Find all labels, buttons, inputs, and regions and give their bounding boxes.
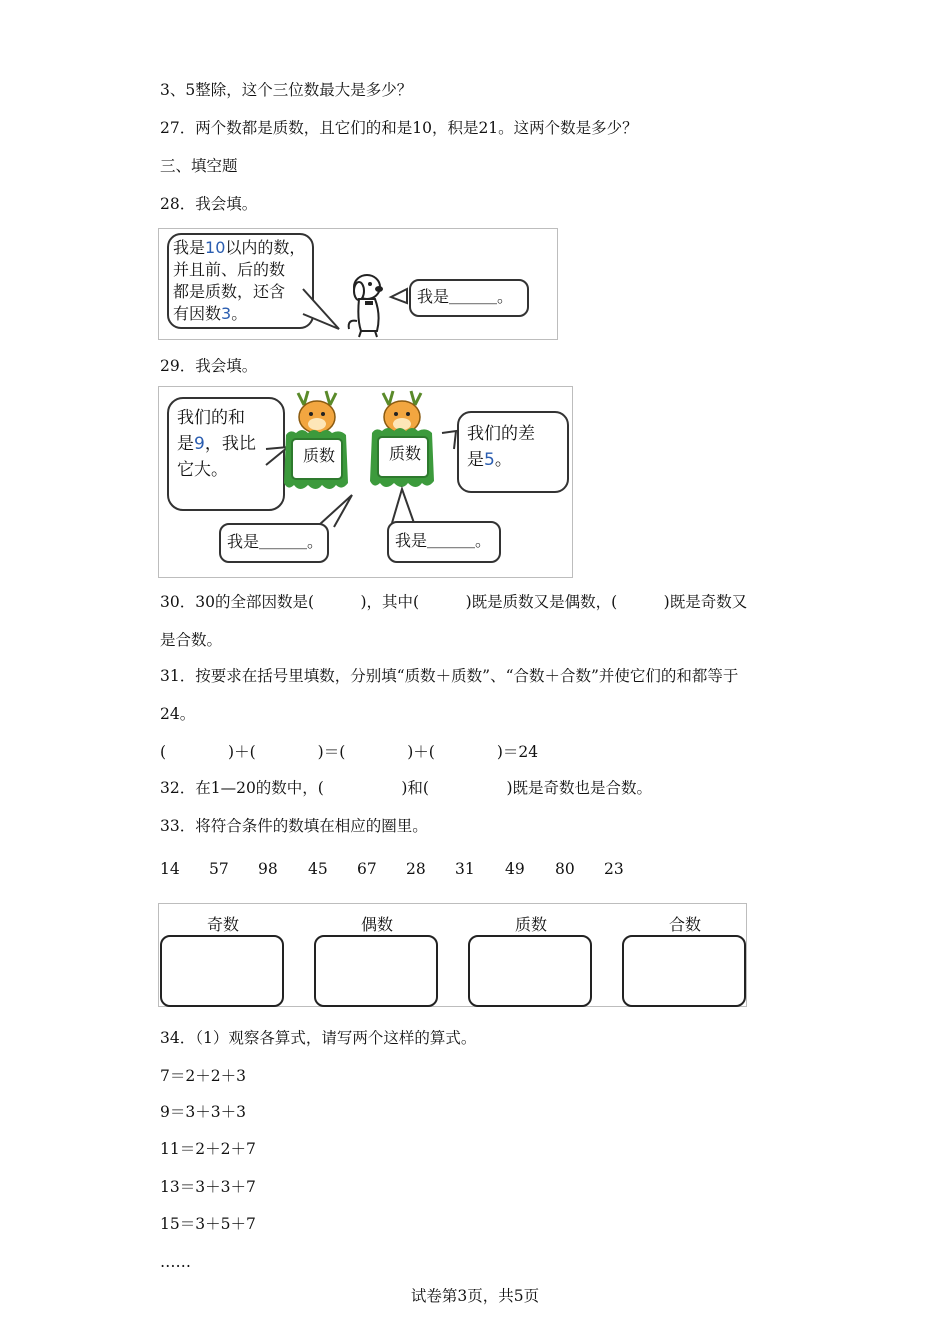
answer-bubble-28: 我是＿＿＿。	[409, 279, 529, 317]
card-right-label: 质数	[388, 444, 421, 463]
bubble-text: ，我比	[204, 434, 256, 454]
number-item: 49	[505, 860, 525, 878]
bubble-text: 我们的差	[467, 424, 535, 444]
equation-row: 9＝3＋3＋3	[160, 1103, 246, 1121]
question-33: 33．将符合条件的数填在相应的圈里。	[160, 817, 428, 835]
number-item: 28	[406, 860, 426, 878]
category-box-composite[interactable]	[622, 935, 746, 1007]
equation-row: 11＝2＋2＋7	[160, 1140, 256, 1158]
number-item: 23	[604, 860, 624, 878]
bubble-text: 是	[467, 450, 484, 470]
figure-29	[158, 386, 573, 578]
equation-row: 15＝3＋5＋7	[160, 1215, 256, 1233]
bubble-text: 我是	[173, 238, 206, 257]
card-left-label: 质数	[302, 446, 335, 465]
question-31-line1: 31．按要求在括号里填数，分别填“质数＋质数”、“合数＋合数”并使它们的和都等于	[160, 667, 739, 685]
question-34: 34．（1）观察各算式，请写两个这样的算式。	[160, 1029, 477, 1047]
section-heading: 三、填空题	[160, 157, 238, 175]
question-28: 28．我会填。	[160, 195, 258, 213]
question-27: 27．两个数都是质数，且它们的和是10，积是21。这两个数是多少？	[160, 119, 638, 137]
deer-right-icon	[383, 391, 421, 433]
bubble-text: 并且前、后的数	[173, 260, 286, 279]
category-label-odd: 奇数	[206, 915, 239, 934]
ellipsis: ……	[160, 1253, 191, 1271]
question-31-line2: 24。	[160, 705, 196, 723]
bubble-number-10: 10	[205, 238, 226, 257]
deer-left-icon	[298, 391, 336, 433]
figure-33-categories	[158, 903, 747, 1007]
answer-bubble-right: 我是＿＿＿。	[387, 521, 501, 563]
bubble-text: 。	[494, 450, 512, 470]
question-30-line2: 是合数。	[160, 631, 223, 649]
bubble-text: 它大。	[177, 460, 228, 480]
category-box-even[interactable]	[314, 935, 438, 1007]
question-29: 29．我会填。	[160, 357, 258, 375]
number-item: 57	[209, 860, 229, 878]
bubble-number-3: 3	[221, 304, 232, 323]
category-label-prime: 质数	[514, 915, 547, 934]
bubble-number-9: 9	[194, 434, 205, 454]
bubble-text: 。	[231, 304, 248, 323]
bubble-text: 有因数	[173, 304, 222, 323]
equation-row: 7＝2＋2＋3	[160, 1067, 246, 1085]
number-item: 80	[555, 860, 575, 878]
category-box-odd[interactable]	[160, 935, 284, 1007]
equation-row: 13＝3＋3＋7	[160, 1178, 256, 1196]
question-31-equation: ( )＋( )＝( )＋( )＝24	[160, 743, 539, 761]
number-item: 67	[357, 860, 377, 878]
question-32: 32．在1—20的数中，( )和( )既是奇数也是合数。	[160, 779, 652, 797]
speech-bubble-28	[167, 233, 314, 329]
figure-28	[158, 228, 558, 340]
bubble-number-5: 5	[484, 450, 495, 470]
page-footer: 试卷第3页，共5页	[410, 1287, 540, 1305]
speech-bubble-difference	[457, 411, 569, 493]
category-box-prime[interactable]	[468, 935, 592, 1007]
number-item: 31	[455, 860, 475, 878]
number-item: 45	[308, 860, 328, 878]
bubble-text: 以内的数，	[225, 238, 306, 257]
number-item: 14	[160, 860, 180, 878]
bubble-text: 我们的和	[177, 408, 245, 428]
number-item: 98	[258, 860, 278, 878]
answer-bubble-left: 我是＿＿＿。	[219, 523, 329, 563]
dog-icon	[349, 275, 383, 337]
category-label-even: 偶数	[360, 915, 393, 934]
bubble-text: 是	[177, 434, 194, 454]
bubble-text: 都是质数，还含	[173, 282, 286, 301]
question-26-tail: 3、5整除，这个三位数最大是多少？	[160, 81, 413, 99]
question-30-line1: 30．30的全部因数是( )，其中( )既是质数又是偶数，( )既是奇数又	[160, 593, 748, 611]
category-label-composite: 合数	[668, 915, 701, 934]
